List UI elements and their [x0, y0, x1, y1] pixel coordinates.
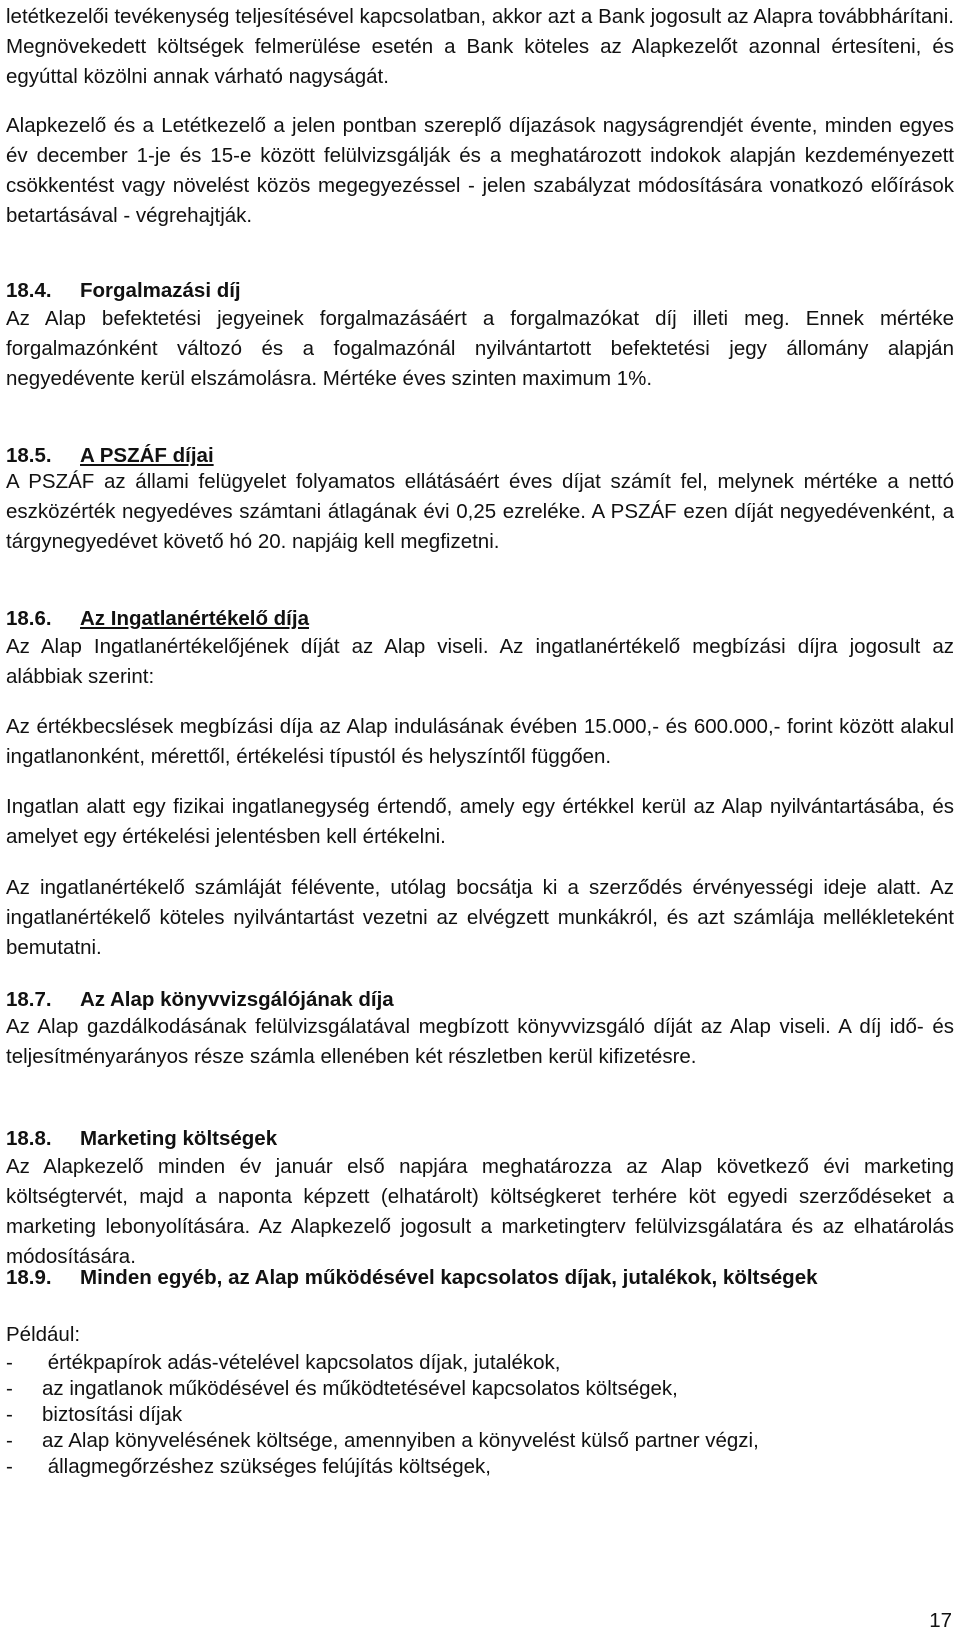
paragraph-valuer-fee: Az Alap Ingatlanértékelőjének díját az Alap viseli. Az ingatlanértékelő megbízási díjra jogosult az alábbiak szerint: [6, 635, 954, 688]
section-number: 18.6. [6, 607, 52, 630]
list-item: - az ingatlanok működésével és működtetésével kapcsolatos költségek, [6, 1377, 678, 1400]
section-number: 18.4. [6, 279, 52, 302]
section-heading-18-7 [6, 985, 954, 1015]
section-heading-18-8 [6, 1124, 954, 1154]
list-item: - biztosítási díjak [6, 1403, 183, 1426]
section-title: Forgalmazási díj [80, 279, 241, 302]
section-heading-18-6 [6, 604, 954, 634]
paragraph-auditor-fee: Az Alap gazdálkodásának felülvizsgálatával megbízott könyvvizsgáló díját az Alap viseli. A díj idő- és teljesítményarányos része számla ellenében két részletben kerül kifizetésre. [6, 1015, 954, 1068]
section-title: A PSZÁF díjai [80, 444, 214, 467]
section-title: Az Alap könyvvizsgálójának díja [80, 988, 394, 1011]
paragraph-pszaf-fee: A PSZÁF az állami felügyelet folyamatos ellátásáért éves díjat számít fel, melynek mértéke a nettó eszközérték negyedéves számtani átlagának évi 0,25 ezreléke. A PSZÁF ezen díját negyedévenként, a tárgynegyedévet követő hó 20. napjáig kell megfizetni. [6, 470, 954, 553]
section-title: Az Ingatlanértékelő díja [80, 607, 309, 630]
other-costs-list [6, 1350, 954, 1480]
list-item: - állagmegőrzéshez szükséges felújítás költségek, [6, 1455, 491, 1478]
page-number: 17 [929, 1609, 952, 1632]
section-number: 18.7. [6, 988, 52, 1011]
list-item: - értékpapírok adás-vételével kapcsolatos díjak, jutalékok, [6, 1351, 561, 1374]
paragraph-distribution-fee: Az Alap befektetési jegyeinek forgalmazásáért a forgalmazókat díj illeti meg. Ennek mértéke forgalmazónként változó és a fogalmazónál nyilvántartott befektetési jegy állomány alapján negyedévente kerül elszámolásra. Mértéke éves szinten maximum 1%. [6, 307, 954, 390]
paragraph-fee-review: Alapkezelő és a Letétkezelő a jelen pontban szereplő díjazások nagyságrendjét évente, minden egyes év december 1-je és 15-e között felülvizsgálják és a meghatározott indokok alapján kezdeményezett csökkentést vagy növelést közös megegyezéssel - jelen szabályzat módosítására vonatkozó előírások betartásával - végrehajtják. [6, 114, 954, 227]
paragraph-valuation-fee-range: Az értékbecslések megbízási díja az Alap indulásának évében 15.000,- és 600.000,- forint között alakul ingatlanonként, mérettől, értékelési típustól és helyszíntől függően. [6, 715, 954, 768]
section-title: Minden egyéb, az Alap működésével kapcsolatos díjak, jutalékok, költségek [80, 1266, 818, 1289]
section-heading-18-4 [6, 276, 954, 306]
paragraph-marketing-costs: Az Alapkezelő minden év január első napjára meghatározza az Alap következő évi marketing költségtervét, majd a naponta képzett (elhatárolt) költségkeret terhére köt egyedi szerződéseket a marketing lebonyolítására. Az Alapkezelő jogosult a marketingterv felülvizsgálatára és az elhatárolás módosítására. [6, 1155, 954, 1268]
section-number: 18.9. [6, 1266, 52, 1289]
paragraph-property-definition: Ingatlan alatt egy fizikai ingatlanegység értendő, amely egy értékkel kerül az Alap nyilvántartásába, és amelyet egy értékelési jelentésben kell értékelni. [6, 795, 954, 848]
section-title: Marketing költségek [80, 1127, 278, 1150]
section-heading-18-9 [6, 1263, 836, 1293]
list-item: - az Alap könyvelésének költsége, amennyiben a könyvelést külső partner végzi, [6, 1429, 759, 1452]
section-number: 18.8. [6, 1127, 52, 1150]
section-number: 18.5. [6, 444, 52, 467]
paragraph-examples-intro: Például: [6, 1323, 81, 1346]
paragraph-intro: letétkezelői tevékenység teljesítésével kapcsolatban, akkor azt a Bank jogosult az Alapra továbbhárítani. Megnövekedett költségek felmerülése esetén a Bank köteles az Alapkezelőt azonnal értesíteni, és egyúttal közölni annak várható nagyságát. [6, 5, 954, 88]
paragraph-valuer-invoice: Az ingatlanértékelő számláját félévente, utólag bocsátja ki a szerződés érvényességi ideje alatt. Az ingatlanértékelő köteles nyilvántartást vezetni az elvégzett munkákról, és azt számlája mellékleteként bemutatni. [6, 876, 954, 959]
